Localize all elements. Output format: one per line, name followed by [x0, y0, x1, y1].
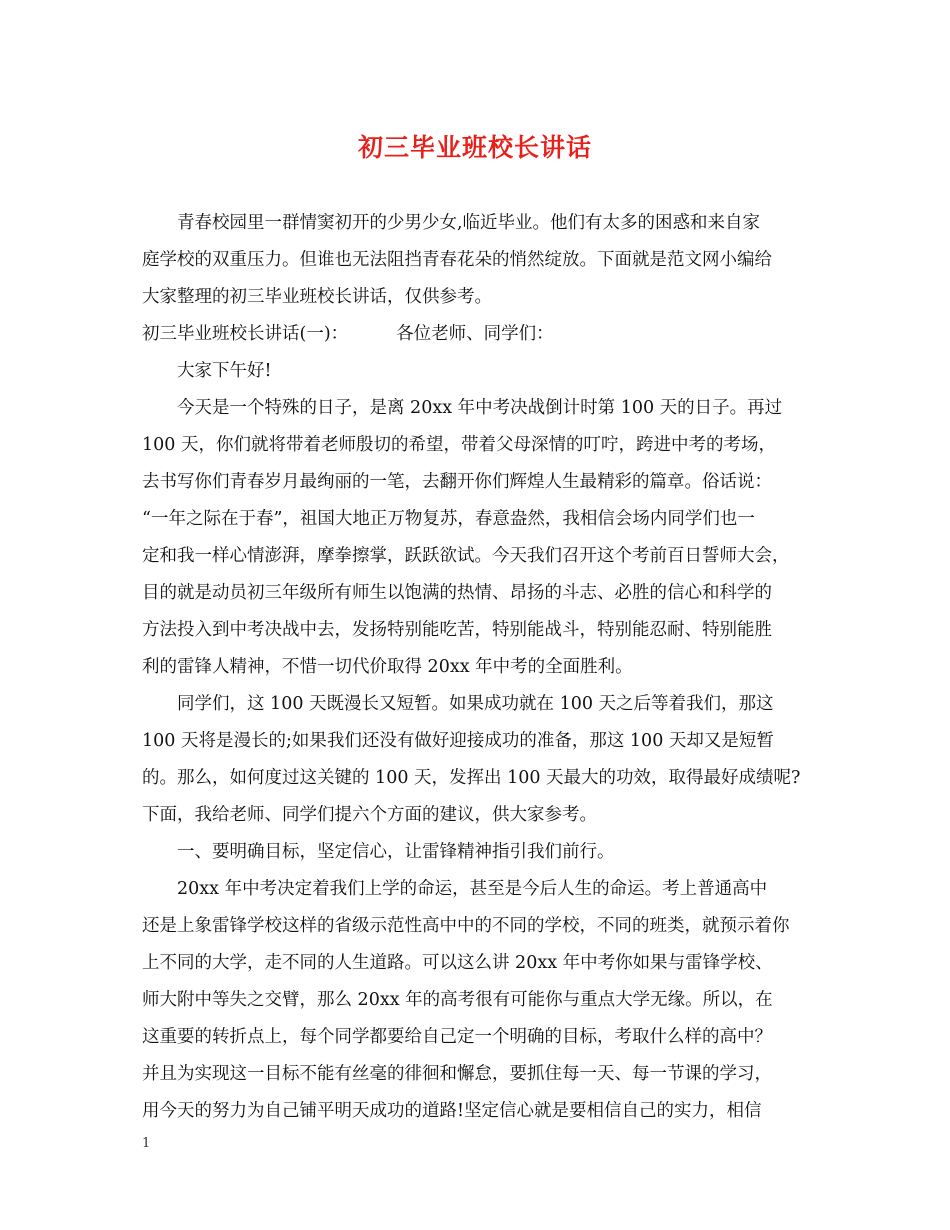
text-line: 这重要的转折点上，每个同学都要给自己定一个明确的目标，考取什么样的高中？	[142, 1027, 772, 1047]
text-line: 20xx 年中考决定着我们上学的命运，甚至是今后人生的命运。考上普通高中	[177, 879, 768, 899]
text-line: 师大附中等失之交臂，那么 20xx 年的高考很有可能你与重点大学无缘。所以，在	[142, 990, 773, 1010]
text-line: 用今天的努力为自己铺平明天成功的道路!坚定信心就是要相信自己的实力，相信	[142, 1101, 762, 1121]
text-line: 今天是一个特殊的日子，是离 20xx 年中考决战倒计时第 100 天的日子。再过	[177, 398, 783, 418]
speech-heading-line	[142, 316, 822, 353]
text-line: 同学们，这 100 天既漫长又短暂。如果成功就在 100 天之后等着我们，那这	[177, 694, 774, 714]
text-line: 的。那么，如何度过这关键的 100 天，发挥出 100 天最大的功效，取得最好成绩呢?	[142, 768, 801, 788]
text-line: 下面，我给老师、同学们提六个方面的建议，供大家参考。	[142, 805, 597, 825]
text-line: 利的雷锋人精神，不惜一切代价取得 20xx 年中考的全面胜利。	[142, 657, 633, 677]
text-line: 去书写你们青春岁月最绚丽的一笔，去翻开你们辉煌人生最精彩的篇章。俗话说：	[142, 472, 772, 492]
text-line: “一年之际在于春”，祖国大地正万物复苏，春意盎然，我相信会场内同学们也一	[142, 509, 755, 529]
text-line: 大家整理的初三毕业班校长讲话，仅供参考。	[142, 287, 492, 307]
text-line: 上不同的大学，走不同的人生道路。可以这么讲 20xx 年中考你如果与雷锋学校、	[142, 953, 773, 973]
section-heading: 一、要明确目标，坚定信心，让雷锋精神指引我们前行。	[177, 842, 615, 862]
document-title: 初三毕业班校长讲话	[357, 133, 592, 162]
text-line: 100 天，你们就将带着老师殷切的希望，带着父母深情的叮咛，跨进中考的考场，	[142, 435, 776, 455]
text-line: 庭学校的双重压力。但谁也无法阻挡青春花朵的悄然绽放。下面就是范文网小编给	[142, 250, 772, 270]
speech-heading: 初三毕业班校长讲话(一)：	[142, 324, 349, 344]
text-line: 方法投入到中考决战中去，发扬特别能吃苦，特别能战斗，特别能忍耐、特别能胜	[142, 620, 772, 640]
text-line: 目的就是动员初三年级所有师生以饱满的热情、昂扬的斗志、必胜的信心和科学的	[142, 583, 772, 603]
text-line: 100 天将是漫长的;如果我们还没有做好迎接成功的准备，那这 100 天却又是短暂	[142, 731, 774, 751]
text-line: 定和我一样心情澎湃，摩拳擦掌，跃跃欲试。今天我们召开这个考前百日誓师大会，	[142, 546, 790, 566]
greeting-line: 大家下午好!	[177, 361, 272, 381]
text-line: 还是上象雷锋学校这样的省级示范性高中中的不同的学校，不同的班类，就预示着你	[142, 916, 790, 936]
text-line: 并且为实现这一目标不能有丝毫的徘徊和懈怠，要抓住每一天、每一节课的学习，	[142, 1064, 772, 1084]
salutation: 各位老师、同学们：	[396, 324, 554, 344]
text-line: 青春校园里一群情窦初开的少男少女,临近毕业。他们有太多的困惑和来自家	[177, 213, 761, 233]
page-number: 1	[142, 1136, 151, 1151]
document-body	[142, 205, 822, 1130]
